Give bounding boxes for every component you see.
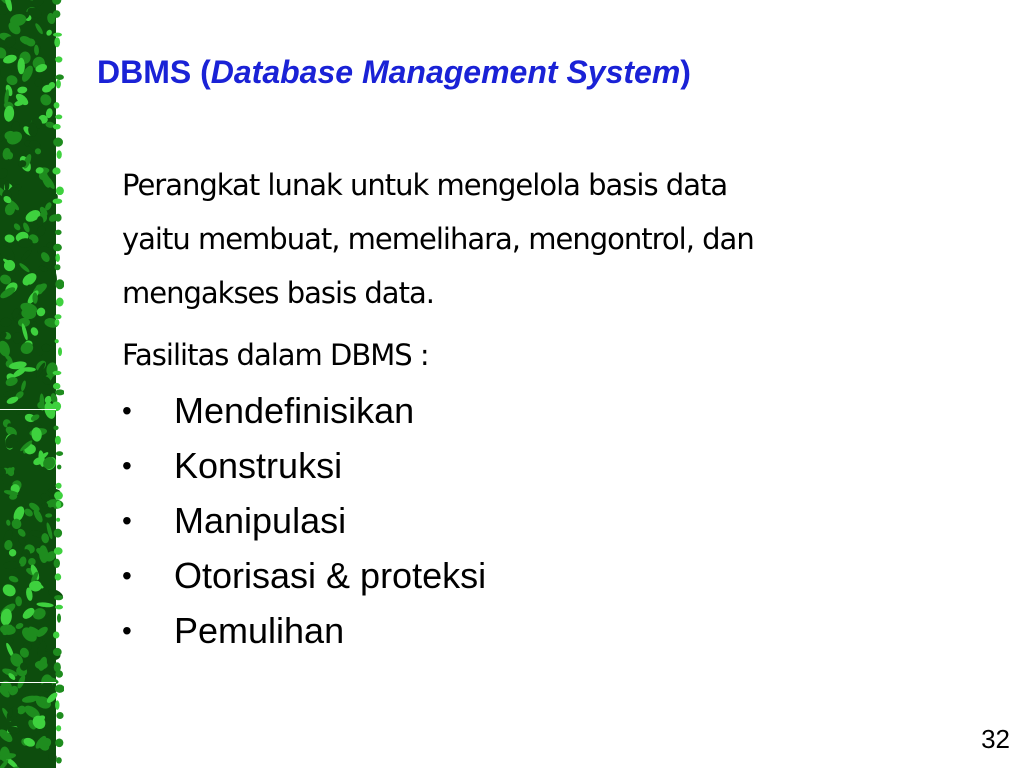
list-item-label: Manipulasi	[174, 499, 347, 541]
border-divider-line	[0, 409, 56, 410]
bullet-icon: •	[122, 449, 132, 481]
facilities-list	[122, 383, 486, 658]
decorative-leaf-border	[0, 0, 64, 768]
title-italic: Database Management System	[210, 54, 681, 90]
border-divider-line	[0, 682, 56, 683]
paragraph-line: yaitu membuat, memelihara, mengontrol, dan	[122, 222, 754, 256]
list-item	[122, 438, 486, 493]
list-item	[122, 383, 486, 438]
facilities-label: Fasilitas dalam DBMS :	[122, 338, 429, 372]
slide-title	[97, 50, 691, 94]
paragraph-line: Perangkat lunak untuk mengelola basis data	[122, 168, 728, 202]
list-item-label: Mendefinisikan	[174, 389, 415, 431]
list-item-label: Otorisasi & proteksi	[174, 554, 487, 596]
title-suffix: )	[680, 54, 691, 90]
bullet-icon: •	[122, 559, 132, 591]
list-item	[122, 603, 486, 658]
list-item	[122, 548, 486, 603]
list-item-label: Pemulihan	[174, 609, 345, 651]
bullet-icon: •	[122, 394, 132, 426]
definition-paragraph	[122, 158, 982, 320]
bullet-icon: •	[122, 614, 132, 646]
list-item-label: Konstruksi	[174, 444, 343, 486]
paragraph-line: mengakses basis data.	[122, 276, 434, 310]
bullet-icon: •	[122, 504, 132, 536]
title-prefix: DBMS (	[97, 54, 211, 90]
page-number: 32	[981, 724, 1010, 754]
list-item	[122, 493, 486, 548]
